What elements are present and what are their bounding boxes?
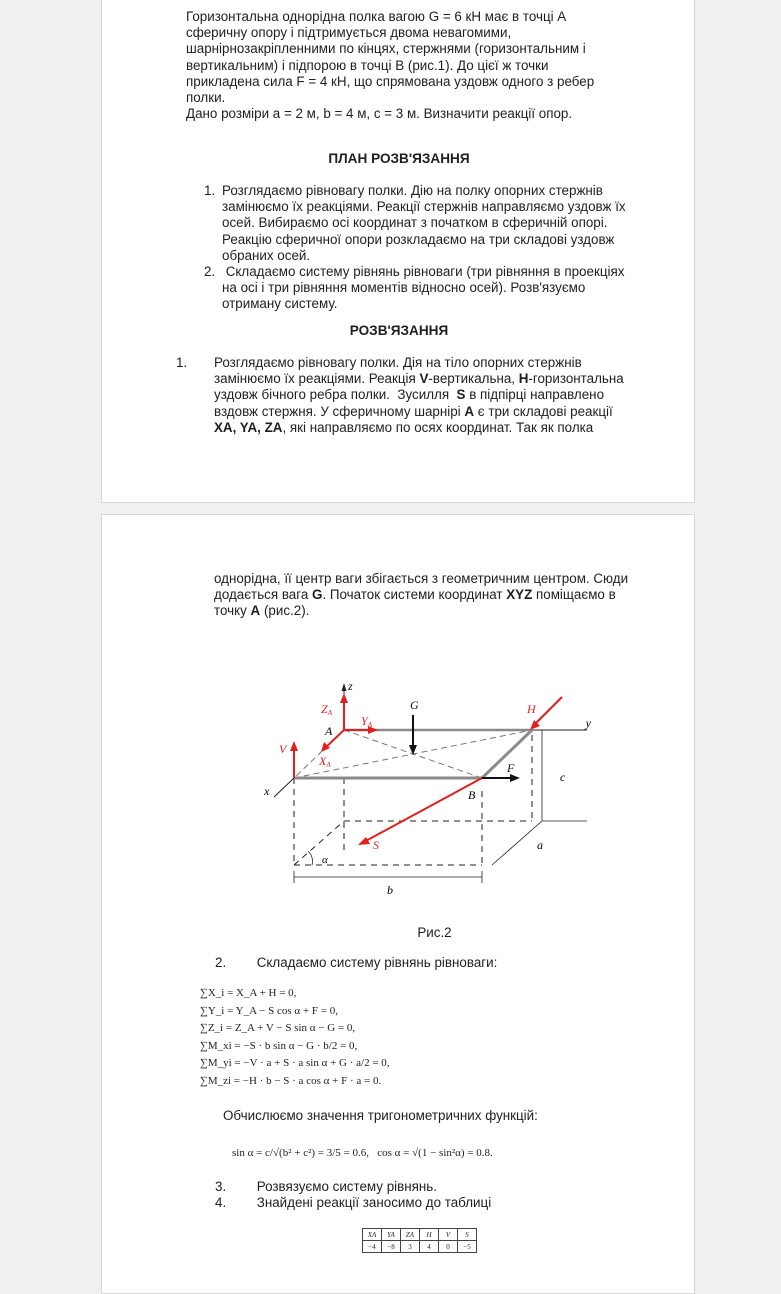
step-2	[215, 955, 497, 971]
step-line: Розглядаємо рівновагу полки. Дія на тіло опорних стержнів	[214, 355, 582, 370]
s-arrow	[362, 778, 482, 843]
table-cell: 4	[420, 1241, 439, 1253]
equation: ∑M_xi = −S · b sin α − G · b/2 = 0,	[200, 1039, 358, 1052]
equation: ∑X_i = X_A + H = 0,	[200, 987, 297, 999]
solution-step-1	[176, 355, 676, 436]
x-axis	[274, 778, 294, 797]
problem-line: прикладена сила F = 4 кН, що спрямована уздовж одного з ребер	[186, 73, 595, 89]
step-3	[215, 1179, 437, 1195]
figure-shelf-diagram	[242, 675, 592, 905]
table-cell: 0	[439, 1241, 458, 1253]
table-header-row	[363, 1229, 477, 1241]
plan-item	[204, 183, 664, 264]
problem-statement	[186, 9, 646, 122]
step-number: 1.	[176, 355, 188, 370]
step-text: Розвязуємо систему рівнянь.	[256, 1179, 437, 1194]
plan-line: Складаємо систему рівнянь рівноваги (три рівняння в проекціях	[222, 264, 625, 280]
label-YA: YA	[361, 714, 372, 729]
label-y: y	[585, 716, 591, 730]
text-line: однорідна, її центр ваги збігається з геометричним центром. Сюди	[214, 571, 629, 586]
problem-line: шарнірнозакріпленними по кінцях, стержнями (горизонтальним і	[186, 41, 586, 57]
solution-title: РОЗВ'ЯЗАННЯ	[349, 323, 449, 338]
plan-line: обраних осей.	[222, 247, 311, 263]
label-G: G	[410, 698, 419, 712]
step-4	[215, 1195, 491, 1211]
problem-line: вертикальним) і підпорою в точці В (рис.1). До цієї ж точки	[186, 57, 549, 73]
table-header: YA	[382, 1229, 401, 1241]
plan-title: ПЛАН РОЗВ'ЯЗАННЯ	[328, 151, 470, 166]
step-1-body	[214, 355, 624, 436]
equation: ∑M_zi = −H · b − S · a cos α + F · a = 0.	[200, 1074, 382, 1087]
trig-heading: Обчислюємо значення тригонометричних функцій:	[223, 1108, 538, 1123]
problem-line: Горизонтальна однорідна полка вагою G = 6 кН має в точці А	[186, 9, 567, 24]
step-text: Знайдені реакції заносимо до таблиці	[256, 1195, 492, 1210]
label-c: c	[560, 770, 566, 784]
text-line: додається вага G. Початок системи координат XYZ поміщаємо в	[214, 587, 616, 603]
plan-line: на осі і три рівняння моментів відносно осей). Розв'язуємо	[222, 280, 586, 296]
table-cell: −8	[382, 1241, 401, 1253]
step-line: XA, YA, ZA, які направляємо по осях координат. Так як полка	[214, 419, 594, 435]
document-page-1	[101, 0, 695, 503]
label-x: x	[264, 784, 270, 798]
figure-caption: Рис.2	[417, 925, 452, 940]
label-A: A	[325, 724, 333, 738]
label-S: S	[373, 838, 379, 852]
step-number: 4.	[215, 1195, 227, 1210]
problem-line: полки.	[186, 90, 226, 106]
equation: ∑Y_i = Y_A − S cos α + F = 0,	[200, 1004, 338, 1017]
label-b: b	[387, 883, 393, 897]
step-line: замінюємо їх реакціями. Реакція V-вертикальна, H-горизонтальна	[214, 371, 624, 387]
document-page-2	[101, 514, 695, 1294]
continuation-text	[214, 571, 684, 620]
table-header: V	[439, 1229, 458, 1241]
table-cell: −4	[363, 1241, 382, 1253]
table-header: H	[420, 1229, 439, 1241]
label-B: B	[468, 788, 476, 802]
text-line: точку A (рис.2).	[214, 603, 310, 619]
label-F: F	[507, 761, 515, 775]
label-H: H	[527, 702, 536, 716]
table-header: ZA	[401, 1229, 420, 1241]
label-V: V	[279, 742, 287, 756]
plan-line: замінюємо їх реакціями. Реакції стержнів направляємо уздовж їх	[222, 199, 626, 215]
table-cell: −5	[458, 1241, 477, 1253]
step-line: вздовж стержня. У сферичному шарнірі A є три складові реакції	[214, 403, 613, 419]
label-ZA: ZA	[321, 702, 332, 717]
label-a: a	[537, 838, 543, 852]
step-number: 2.	[215, 955, 227, 970]
plan-line: Розглядаємо рівновагу полки. Дію на полку опорних стержнів	[222, 183, 603, 198]
equation: ∑M_yi = −V · a + S · a sin α + G · a/2 = 0,	[200, 1057, 390, 1070]
plan-item-number: 2.	[204, 264, 216, 280]
plan-line: отриману систему.	[222, 296, 338, 312]
label-z: z	[348, 679, 353, 693]
trig-formula: sin α = c/√(b² + c²) = 3/5 = 0.6, cos α = √(1 − sin²α) = 0.8.	[232, 1147, 493, 1159]
label-alpha: α	[322, 854, 328, 866]
step-text: Складаємо систему рівнянь рівноваги:	[256, 955, 498, 970]
equation: ∑Z_i = Z_A + V − S sin α − G = 0,	[200, 1022, 356, 1035]
table-header: XA	[363, 1229, 382, 1241]
plan-line: осей. Вибираємо осі координат з початком в сферичній опорі.	[222, 215, 608, 231]
step-number: 3.	[215, 1179, 227, 1194]
table-cell: 3	[401, 1241, 420, 1253]
problem-line: Дано розміри а = 2 м, b = 4 м, с = 3 м. Визначити реакції опор.	[186, 106, 573, 122]
plan-line: Реакцію сферичної опори розкладаємо на три складові уздовж	[222, 231, 615, 247]
label-XA: XA	[319, 754, 331, 769]
plan-list	[204, 183, 664, 313]
plan-item	[204, 264, 664, 313]
plan-item-number: 1.	[204, 183, 216, 198]
reactions-table	[362, 1228, 477, 1253]
dashed-edge	[294, 821, 344, 865]
problem-line: сферичну опору і підтримується двома невагомими,	[186, 25, 512, 41]
equilibrium-equations	[200, 985, 390, 1091]
table-header: S	[458, 1229, 477, 1241]
step-line: уздовж бічного ребра полки. Зусилля S в підпірці направлено	[214, 387, 605, 403]
table-row	[363, 1241, 477, 1253]
